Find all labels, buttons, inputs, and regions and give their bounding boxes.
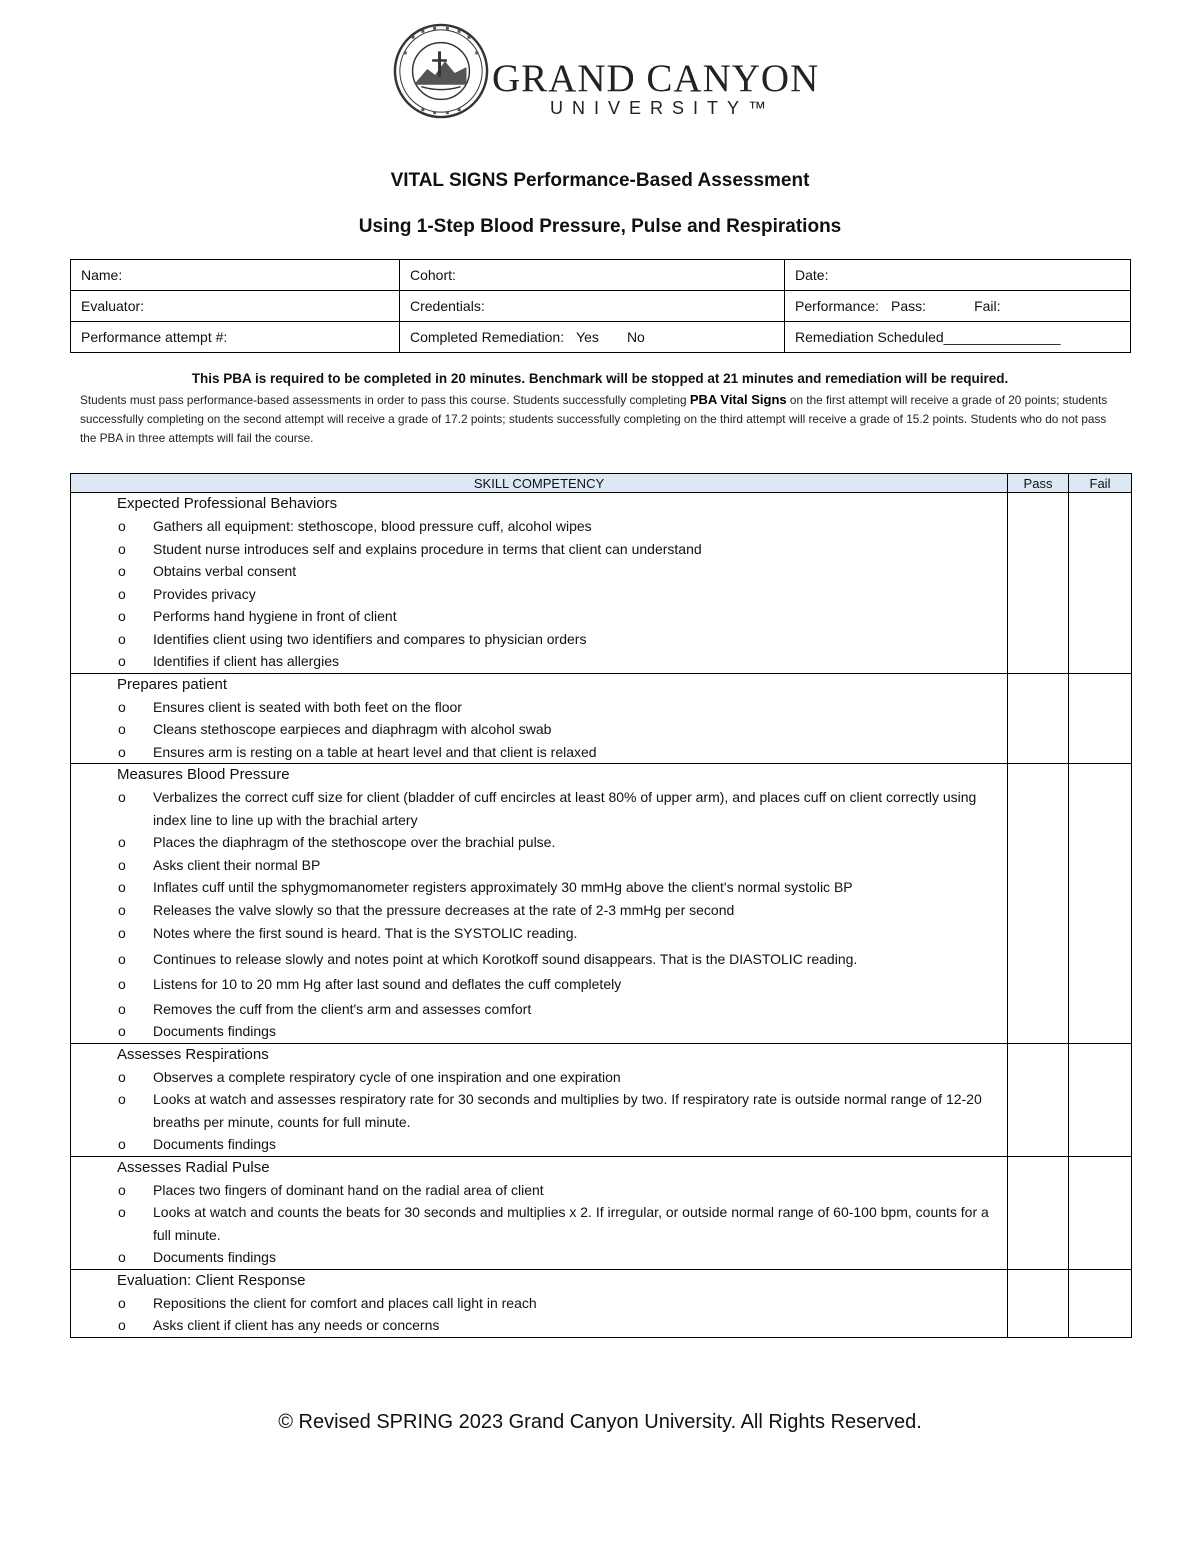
skill-section-title: Expected Professional Behaviors xyxy=(117,495,338,512)
skill-item-text: Releases the valve slowly so that the pressure decreases at the rate of 2-3 mmHg per second xyxy=(153,901,735,918)
bullet-icon: o xyxy=(118,1000,126,1017)
skill-item xyxy=(71,1292,1007,1315)
bullet-icon: o xyxy=(118,834,126,850)
skill-item xyxy=(71,515,1007,538)
skill-item xyxy=(71,696,1007,719)
remediation-no[interactable]: No xyxy=(626,329,645,345)
skill-section-title: Assesses Respirations xyxy=(117,1045,269,1063)
skill-item xyxy=(71,605,1007,628)
skill-section-row xyxy=(71,1269,1132,1337)
skill-item-text: Verbalizes the correct cuff size for client (bladder of cuff encircles at least 80% of upper arm), and places cuff on client correctly using index line to line up with the brachial artery xyxy=(153,789,977,828)
skill-item-text: Student nurse introduces self and explains procedure in terms that client can understand xyxy=(153,540,702,557)
skill-section-title: Prepares patient xyxy=(117,675,228,693)
skill-item-text: Continues to release slowly and notes point at which Korotkoff sound disappears. That is the DIASTOLIC reading. xyxy=(153,950,858,967)
bullet-icon: o xyxy=(118,585,126,602)
skill-item-text: Asks client if client has any needs or concerns xyxy=(153,1317,440,1333)
skill-section-cell xyxy=(71,1269,1008,1337)
bullet-icon: o xyxy=(118,608,126,624)
skill-item xyxy=(71,718,1007,741)
skill-item-text: Provides privacy xyxy=(153,585,256,602)
bullet-icon: o xyxy=(118,1317,126,1333)
skill-item-text: Performs hand hygiene in front of client xyxy=(153,608,397,624)
skill-item xyxy=(71,876,1007,899)
skill-item xyxy=(71,628,1007,651)
bullet-icon: o xyxy=(118,721,126,737)
skill-section-row xyxy=(71,1156,1132,1269)
university-name: GRAND CANYON xyxy=(492,57,820,100)
bullet-icon: o xyxy=(118,1023,126,1039)
grading-text-2: on the first attempt will receive a grade of 20 points; students successfully completing on the second attempt will receive a grade of 17.2 points; students successfully completing on the third attempt will receive a grade of 15.2 points. Students who do not pass the PBA in three attempts will fail the course. xyxy=(80,393,1108,445)
skill-item-text: Identifies if client has allergies xyxy=(153,653,339,669)
bullet-icon: o xyxy=(118,925,126,941)
skill-item xyxy=(71,1201,1007,1246)
skill-item xyxy=(71,1179,1007,1202)
document-title: VITAL SIGNS Performance-Based Assessment xyxy=(390,170,810,191)
bullet-icon: o xyxy=(118,653,126,669)
date-field[interactable]: Date: xyxy=(785,260,1131,291)
performance-pass[interactable]: Pass: xyxy=(891,298,927,314)
bullet-icon: o xyxy=(118,1068,126,1085)
skill-item-text: Removes the cuff from the client's arm and assesses comfort xyxy=(153,1000,532,1017)
skill-section-title: Assesses Radial Pulse xyxy=(117,1158,270,1176)
name-field[interactable]: Name: xyxy=(71,260,400,291)
bullet-icon: o xyxy=(118,901,126,918)
performance-label: Performance: xyxy=(795,298,880,314)
skill-section-row xyxy=(71,1043,1132,1156)
skill-item-text: Places two fingers of dominant hand on the radial area of client xyxy=(153,1181,544,1198)
skill-item xyxy=(71,1133,1007,1156)
skill-item-text: Gathers all equipment: stethoscope, blood pressure cuff, alcohol wipes xyxy=(153,518,592,534)
remediation-scheduled-field[interactable]: Remediation Scheduled_______________ xyxy=(785,322,1131,353)
skill-item xyxy=(71,1314,1007,1337)
fail-header: Fail xyxy=(1069,474,1132,493)
skill-item xyxy=(71,786,1007,831)
bullet-icon: o xyxy=(118,1204,126,1220)
bullet-icon: o xyxy=(118,1091,126,1107)
skill-item xyxy=(71,921,1007,947)
bullet-icon: o xyxy=(118,856,126,873)
skill-item xyxy=(71,538,1007,561)
bullet-icon: o xyxy=(118,1249,126,1265)
skill-section-row xyxy=(71,673,1132,764)
skill-section-cell xyxy=(71,673,1008,764)
skill-section-row xyxy=(71,764,1132,1044)
performance-field[interactable] xyxy=(785,291,1131,322)
fail-checkbox-cell[interactable] xyxy=(1069,1269,1132,1337)
skill-item xyxy=(71,583,1007,606)
bullet-icon: o xyxy=(118,976,126,992)
pass-header: Pass xyxy=(1008,474,1069,493)
university-logo xyxy=(392,22,820,122)
pass-checkbox-cell[interactable] xyxy=(1008,1156,1069,1269)
evaluator-field[interactable]: Evaluator: xyxy=(71,291,400,322)
attempt-field[interactable]: Performance attempt #: xyxy=(71,322,400,353)
skill-section-cell xyxy=(71,764,1008,1044)
skill-item xyxy=(71,1088,1007,1133)
skill-item xyxy=(71,741,1007,764)
cohort-field[interactable]: Cohort: xyxy=(400,260,785,291)
skill-item-text: Asks client their normal BP xyxy=(153,856,321,873)
completed-remediation-label: Completed Remediation: xyxy=(410,329,565,345)
skill-item xyxy=(71,1020,1007,1043)
skill-item-text: Looks at watch and counts the beats for 30 seconds and multiplies x 2. If irregular, or outside normal range of 60-100 bpm, counts for a full minute. xyxy=(153,1204,989,1243)
skill-item-text: Inflates cuff until the sphygmomanometer registers approximately 30 mmHg above the client's normal systolic BP xyxy=(153,879,853,895)
fail-checkbox-cell[interactable] xyxy=(1069,493,1132,674)
skill-item xyxy=(71,899,1007,922)
skill-item-text: Documents findings xyxy=(153,1023,276,1039)
skill-item-text: Places the diaphragm of the stethoscope over the brachial pulse. xyxy=(153,834,556,850)
pass-checkbox-cell[interactable] xyxy=(1008,764,1069,1044)
skill-section-row xyxy=(71,493,1132,674)
skill-item-text: Ensures arm is resting on a table at heart level and that client is relaxed xyxy=(153,743,597,760)
skill-item xyxy=(71,947,1007,973)
student-info-table xyxy=(70,259,1131,353)
skill-item xyxy=(71,560,1007,583)
skill-item-text: Identifies client using two identifiers and compares to physician orders xyxy=(153,630,587,647)
bullet-icon: o xyxy=(118,743,126,760)
skill-item-text: Ensures client is seated with both feet on the floor xyxy=(153,698,462,715)
skill-item-text: Documents findings xyxy=(153,1249,276,1265)
fail-checkbox-cell[interactable] xyxy=(1069,764,1132,1044)
bullet-icon: o xyxy=(118,950,126,967)
pass-checkbox-cell[interactable] xyxy=(1008,1043,1069,1156)
skill-item-text: Obtains verbal consent xyxy=(153,563,297,579)
completed-remediation-field[interactable] xyxy=(400,322,785,353)
skill-item xyxy=(71,1066,1007,1089)
skill-sections xyxy=(71,493,1132,1338)
skill-section-cell xyxy=(71,493,1008,674)
grading-paragraph xyxy=(80,390,1124,448)
skill-item-text: Listens for 10 to 20 mm Hg after last sound and deflates the cuff completely xyxy=(153,976,622,992)
copyright-footer: © Revised SPRING 2023 Grand Canyon University. All Rights Reserved. xyxy=(278,1411,922,1433)
pass-checkbox-cell[interactable] xyxy=(1008,1269,1069,1337)
document-subtitle: Using 1-Step Blood Pressure, Pulse and Respirations xyxy=(358,216,842,237)
grading-text-1: Students must pass performance-based assessments in order to pass this course. Students successfully completing xyxy=(80,393,690,407)
pass-checkbox-cell[interactable] xyxy=(1008,493,1069,674)
skill-item-text: Observes a complete respiratory cycle of one inspiration and one expiration xyxy=(153,1068,621,1085)
fail-checkbox-cell[interactable] xyxy=(1069,673,1132,764)
grading-text-bold: PBA Vital Signs xyxy=(689,392,787,407)
performance-fail[interactable]: Fail: xyxy=(974,298,1001,314)
skill-competency-table xyxy=(70,473,1132,1338)
time-notice: This PBA is required to be completed in 20 minutes. Benchmark will be stopped at 21 minutes and remediation will be required. xyxy=(191,371,1009,386)
skill-section-cell xyxy=(71,1156,1008,1269)
skill-item xyxy=(71,1246,1007,1269)
skill-item-text: Notes where the first sound is heard. That is the SYSTOLIC reading. xyxy=(153,925,578,941)
pass-checkbox-cell[interactable] xyxy=(1008,673,1069,764)
bullet-icon: o xyxy=(118,1294,126,1311)
skill-item xyxy=(71,831,1007,854)
fail-checkbox-cell[interactable] xyxy=(1069,1043,1132,1156)
bullet-icon: o xyxy=(118,879,126,895)
university-seal-icon xyxy=(392,22,490,120)
credentials-field[interactable]: Credentials: xyxy=(400,291,785,322)
skill-item xyxy=(71,854,1007,877)
skill-item-text: Cleans stethoscope earpieces and diaphragm with alcohol swab xyxy=(153,721,552,737)
bullet-icon: o xyxy=(118,518,126,534)
bullet-icon: o xyxy=(118,1181,126,1198)
skill-item-text: Documents findings xyxy=(153,1136,276,1152)
skill-item-text: Repositions the client for comfort and places call light in reach xyxy=(153,1294,537,1311)
skill-section-title: Measures Blood Pressure xyxy=(117,766,290,783)
bullet-icon: o xyxy=(118,630,126,647)
fail-checkbox-cell[interactable] xyxy=(1069,1156,1132,1269)
bullet-icon: o xyxy=(118,698,126,715)
university-subtitle: UNIVERSITY™ xyxy=(550,98,776,118)
bullet-icon: o xyxy=(118,563,126,579)
bullet-icon: o xyxy=(118,789,126,805)
bullet-icon: o xyxy=(118,1136,126,1152)
skill-competency-header: SKILL COMPETENCY xyxy=(71,474,1008,493)
skill-item xyxy=(71,998,1007,1021)
remediation-yes[interactable]: Yes xyxy=(576,329,599,345)
bullet-icon: o xyxy=(118,540,126,557)
skill-item xyxy=(71,650,1007,673)
skill-item-text: Looks at watch and assesses respiratory rate for 30 seconds and multiplies by two. If respiratory rate is outside normal range of 12-20 breaths per minute, counts for full minute. xyxy=(153,1091,982,1130)
skill-section-title: Evaluation: Client Response xyxy=(117,1271,306,1289)
skill-item xyxy=(71,972,1007,998)
skill-section-cell xyxy=(71,1043,1008,1156)
